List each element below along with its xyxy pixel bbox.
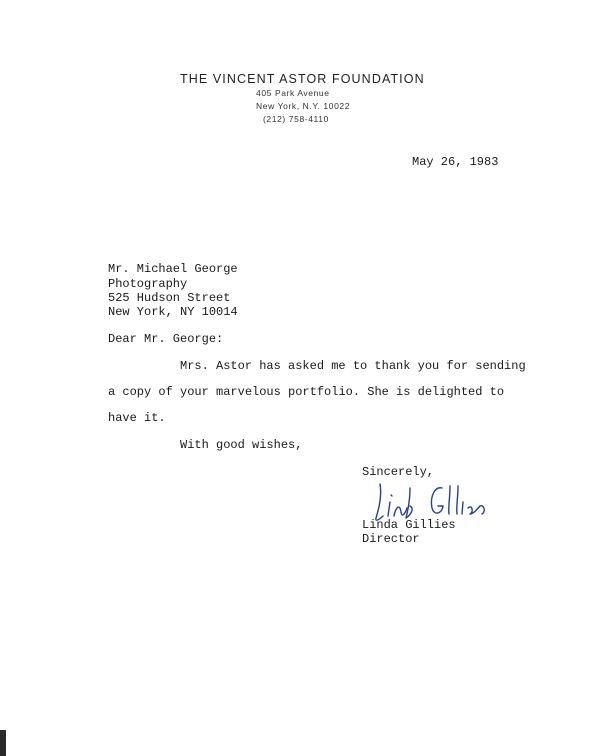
letter-date: May 26, 1983 <box>412 155 499 169</box>
recipient-city: New York, NY 10014 <box>108 305 238 319</box>
letterhead-city: New York, N.Y. 10022 <box>256 101 351 111</box>
body-line-1: Mrs. Astor has asked me to thank you for sending <box>180 359 526 373</box>
signer-name: Linda Gillies <box>362 518 456 532</box>
body-line-2: a copy of your marvelous portfolio. She is delighted to <box>108 385 505 399</box>
salutation: Dear Mr. George: <box>108 332 224 346</box>
body-line-3: have it. <box>108 411 166 425</box>
letterhead-street: 405 Park Avenue <box>256 88 330 98</box>
recipient-company: Photography <box>108 277 188 291</box>
letterhead-foundation-name: THE VINCENT ASTOR FOUNDATION <box>180 72 425 86</box>
closing-wishes: With good wishes, <box>180 438 303 452</box>
recipient-name: Mr. Michael George <box>108 262 238 276</box>
letterhead-phone: (212) 758-4110 <box>263 114 329 124</box>
scan-edge-mark <box>0 730 6 756</box>
signer-title: Director <box>362 532 420 546</box>
closing: Sincerely, <box>362 465 435 479</box>
recipient-street: 525 Hudson Street <box>108 291 231 305</box>
